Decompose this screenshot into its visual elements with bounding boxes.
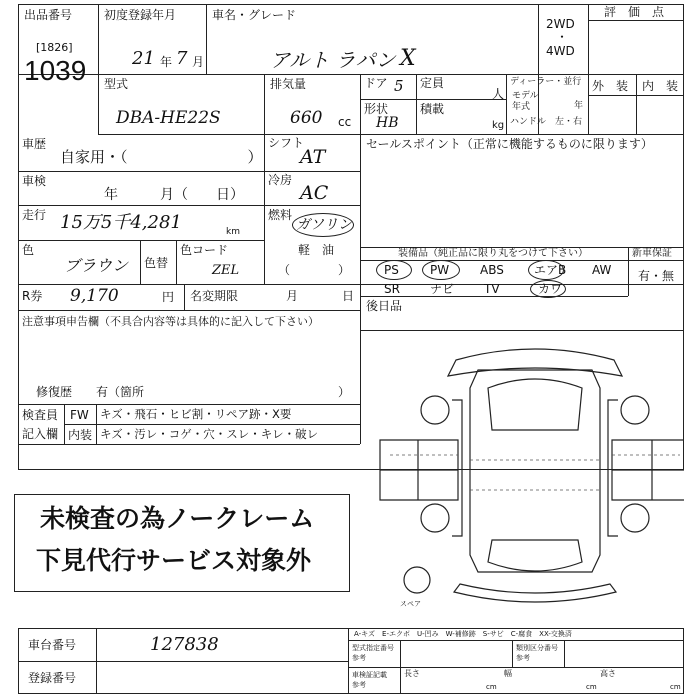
- registration-label: 登録番号: [28, 671, 77, 685]
- divider: [348, 640, 684, 641]
- divider: [96, 628, 97, 694]
- recycle-unit: 円: [162, 290, 175, 304]
- divider: [416, 74, 417, 134]
- lot-label: 出品番号: [24, 8, 73, 22]
- divider: [400, 640, 401, 694]
- equip-pw-circle: [422, 260, 460, 280]
- divider: [96, 404, 97, 444]
- divider: [588, 20, 684, 21]
- handle-label: ハンドル 左・右: [510, 117, 583, 127]
- shift-value: AT: [300, 146, 326, 168]
- equip-airbag: エアB: [534, 263, 567, 277]
- equip-airbag-circle: [528, 260, 567, 280]
- length-label: 長さ: [404, 669, 420, 678]
- right-fender-icon: [608, 400, 618, 536]
- divider: [140, 240, 141, 284]
- car-name-label: 車名・グレード: [212, 8, 297, 22]
- fuel-gas-circle: [292, 213, 354, 237]
- load-label: 積載: [420, 102, 445, 116]
- color-code-label: 色コード: [180, 243, 229, 257]
- first-reg-month: 7: [176, 48, 188, 69]
- divider: [184, 284, 185, 310]
- repair-label: 修復歴 有（箇所: [36, 385, 145, 399]
- interior-insp-label: 内装: [68, 428, 93, 442]
- divider: [18, 171, 360, 172]
- divider: [264, 134, 265, 284]
- equip-sr: SR: [384, 282, 400, 296]
- fuel-light: 軽 油: [298, 243, 335, 257]
- divider: [360, 74, 361, 134]
- divider: [264, 74, 265, 134]
- fw-text: キズ・飛石・ヒビ割・リペア跡・X要: [100, 407, 292, 421]
- divider: [538, 4, 539, 134]
- ac-label: 冷房: [268, 173, 293, 187]
- fuel-label: 燃料: [268, 208, 293, 222]
- spare-label: スペア: [400, 600, 421, 608]
- divider: [628, 247, 629, 284]
- dims-label: 車検証記載 参考: [352, 671, 387, 689]
- model-value: DBA-HE22S: [116, 108, 221, 128]
- divider: [360, 296, 628, 297]
- inspector-label-bottom: 記入欄: [22, 427, 59, 441]
- stamp-line1: 未検査の為ノークレーム: [40, 504, 315, 533]
- car-name: アルト ラパン: [270, 48, 396, 72]
- divider: [18, 310, 360, 311]
- drive-dot: ・: [556, 30, 569, 44]
- fuel-paren: （ ）: [278, 263, 351, 277]
- equip-leather: カワ: [538, 282, 563, 296]
- name-change-month: 月: [286, 289, 299, 303]
- divider: [64, 404, 65, 444]
- history-value: 自家用・（ ）: [60, 148, 263, 166]
- first-reg-label: 初度登録年月: [104, 8, 177, 22]
- equip-navi: ナビ: [430, 282, 455, 296]
- divider: [512, 640, 513, 667]
- mileage-label: 走行: [22, 208, 47, 222]
- kg-unit: kg: [492, 120, 505, 131]
- door-value: 5: [394, 77, 404, 95]
- divider: [360, 260, 684, 261]
- wheel-rear-right-icon: [621, 504, 649, 532]
- score-label: 評 価 点: [604, 5, 665, 19]
- inspection-label: 車検: [22, 174, 47, 188]
- divider: [64, 424, 360, 425]
- door-label: ドア: [364, 76, 388, 90]
- equip-ps: PS: [384, 263, 399, 277]
- front-bumper-icon: [448, 349, 622, 376]
- displacement-label: 排気量: [270, 77, 307, 91]
- model-year-label: モデル 年式: [512, 91, 539, 112]
- chassis-value: 127838: [150, 634, 219, 655]
- equip-aw: AW: [592, 263, 612, 277]
- divider: [360, 134, 361, 284]
- divider: [98, 4, 99, 134]
- divider: [98, 134, 684, 135]
- equipment-label: 装備品（純正品に限り丸をつけて下さい）: [398, 248, 588, 259]
- cc-unit: cc: [338, 115, 352, 129]
- rear-window-icon: [488, 540, 582, 571]
- drive-4wd: 4WD: [546, 44, 575, 58]
- divider: [636, 74, 637, 134]
- height-label: 高さ: [600, 669, 616, 678]
- wheel-front-right-icon: [621, 396, 649, 424]
- equip-tv: TV: [484, 282, 500, 296]
- sales-point-label: セールスポイント（正常に機能するものに限ります）: [366, 137, 653, 151]
- divider: [18, 74, 684, 75]
- divider: [360, 99, 506, 100]
- shape-value: HB: [376, 115, 399, 131]
- width-unit: cm: [586, 683, 597, 691]
- equip-abs: ABS: [480, 263, 504, 277]
- rear-bumper-icon: [454, 584, 616, 602]
- equip-leather-circle: [530, 280, 566, 298]
- damage-legend: A-キズ E-エクボ U-凹み W-補修跡 S-サビ C-腐食 XX-交換済: [354, 630, 572, 638]
- divider: [588, 95, 684, 96]
- stamp-line2: 下見代行サービス対象外: [36, 546, 312, 575]
- inspector-label-top: 検査員: [22, 408, 59, 422]
- divider: [360, 330, 684, 331]
- length-unit: cm: [486, 683, 497, 691]
- divider: [18, 240, 264, 241]
- repair-close: ）: [338, 385, 351, 399]
- divider: [18, 404, 360, 405]
- wheel-rear-left-icon: [421, 504, 449, 532]
- divider: [18, 205, 360, 206]
- height-unit: cm: [670, 683, 681, 691]
- divider: [176, 240, 177, 284]
- divider: [348, 667, 684, 668]
- left-fender-icon: [452, 400, 462, 536]
- name-change-label: 名変期限: [190, 289, 239, 303]
- rear-items-label: 後日品: [366, 299, 403, 313]
- displacement-value: 660: [290, 108, 323, 128]
- divider: [348, 628, 349, 694]
- equip-pw: PW: [430, 263, 450, 277]
- person-unit: 人: [492, 87, 505, 101]
- warranty: 有・無: [638, 269, 675, 283]
- mileage-value: 15万5千4,281: [60, 212, 182, 233]
- recycle-label: R券: [22, 289, 43, 303]
- new-car-label: 新車保証: [632, 248, 672, 259]
- color-value: ブラウン: [64, 256, 129, 275]
- year-unit: 年: [160, 55, 173, 69]
- color-change-label: 色替: [144, 256, 169, 270]
- ac-value: AC: [300, 182, 329, 204]
- fw-label: FW: [70, 408, 89, 422]
- fuel-gas: ガソリン: [296, 217, 352, 233]
- grade: X: [400, 46, 416, 71]
- month-unit: 月: [192, 55, 205, 69]
- model-year-unit: 年: [574, 101, 584, 111]
- color-code-value: ZEL: [212, 263, 240, 278]
- type-spec-label: 型式指定番号 参考: [352, 644, 394, 662]
- first-reg-year: 21: [132, 48, 155, 69]
- history-label: 車歴: [22, 137, 47, 151]
- drive-2wd: 2WD: [546, 17, 575, 31]
- chassis-label: 車台番号: [28, 638, 77, 652]
- shape-label: 形状: [364, 102, 389, 116]
- divider: [564, 640, 565, 667]
- notes-label: 注意事項申告欄（不具合内容等は具体的に記入して下さい）: [22, 315, 319, 328]
- km-unit: km: [226, 227, 240, 237]
- divider: [588, 4, 589, 134]
- recycle-value: 9,170: [70, 286, 119, 306]
- windshield-icon: [488, 379, 582, 430]
- interior-label: 内 装: [642, 79, 679, 93]
- exterior-label: 外 装: [592, 79, 629, 93]
- wheel-front-left-icon: [421, 396, 449, 424]
- divider: [18, 284, 684, 285]
- category-label: 類別区分番号 参考: [516, 644, 558, 662]
- divider: [506, 74, 507, 134]
- equip-ps-circle: [376, 260, 412, 280]
- inspection-value: 年 月（ 日）: [104, 187, 244, 203]
- name-change-day: 日: [342, 289, 355, 303]
- divider: [206, 4, 207, 74]
- color-label: 色: [22, 243, 35, 257]
- divider: [628, 284, 629, 296]
- divider: [18, 661, 348, 662]
- shift-label: シフト: [268, 136, 305, 150]
- capacity-label: 定員: [420, 76, 445, 90]
- spare-tire-icon: [404, 567, 430, 593]
- dealer-label: ディーラー・並行: [510, 77, 582, 87]
- width-label: 幅: [504, 669, 512, 678]
- interior-insp-text: キズ・汚レ・コゲ・穴・スレ・キレ・破レ: [100, 427, 319, 441]
- divider: [18, 444, 360, 445]
- lot-number: 1039: [24, 55, 87, 86]
- car-damage-diagram: [360, 340, 684, 610]
- model-label: 型式: [104, 77, 129, 91]
- lot-sub: [1826]: [36, 41, 73, 54]
